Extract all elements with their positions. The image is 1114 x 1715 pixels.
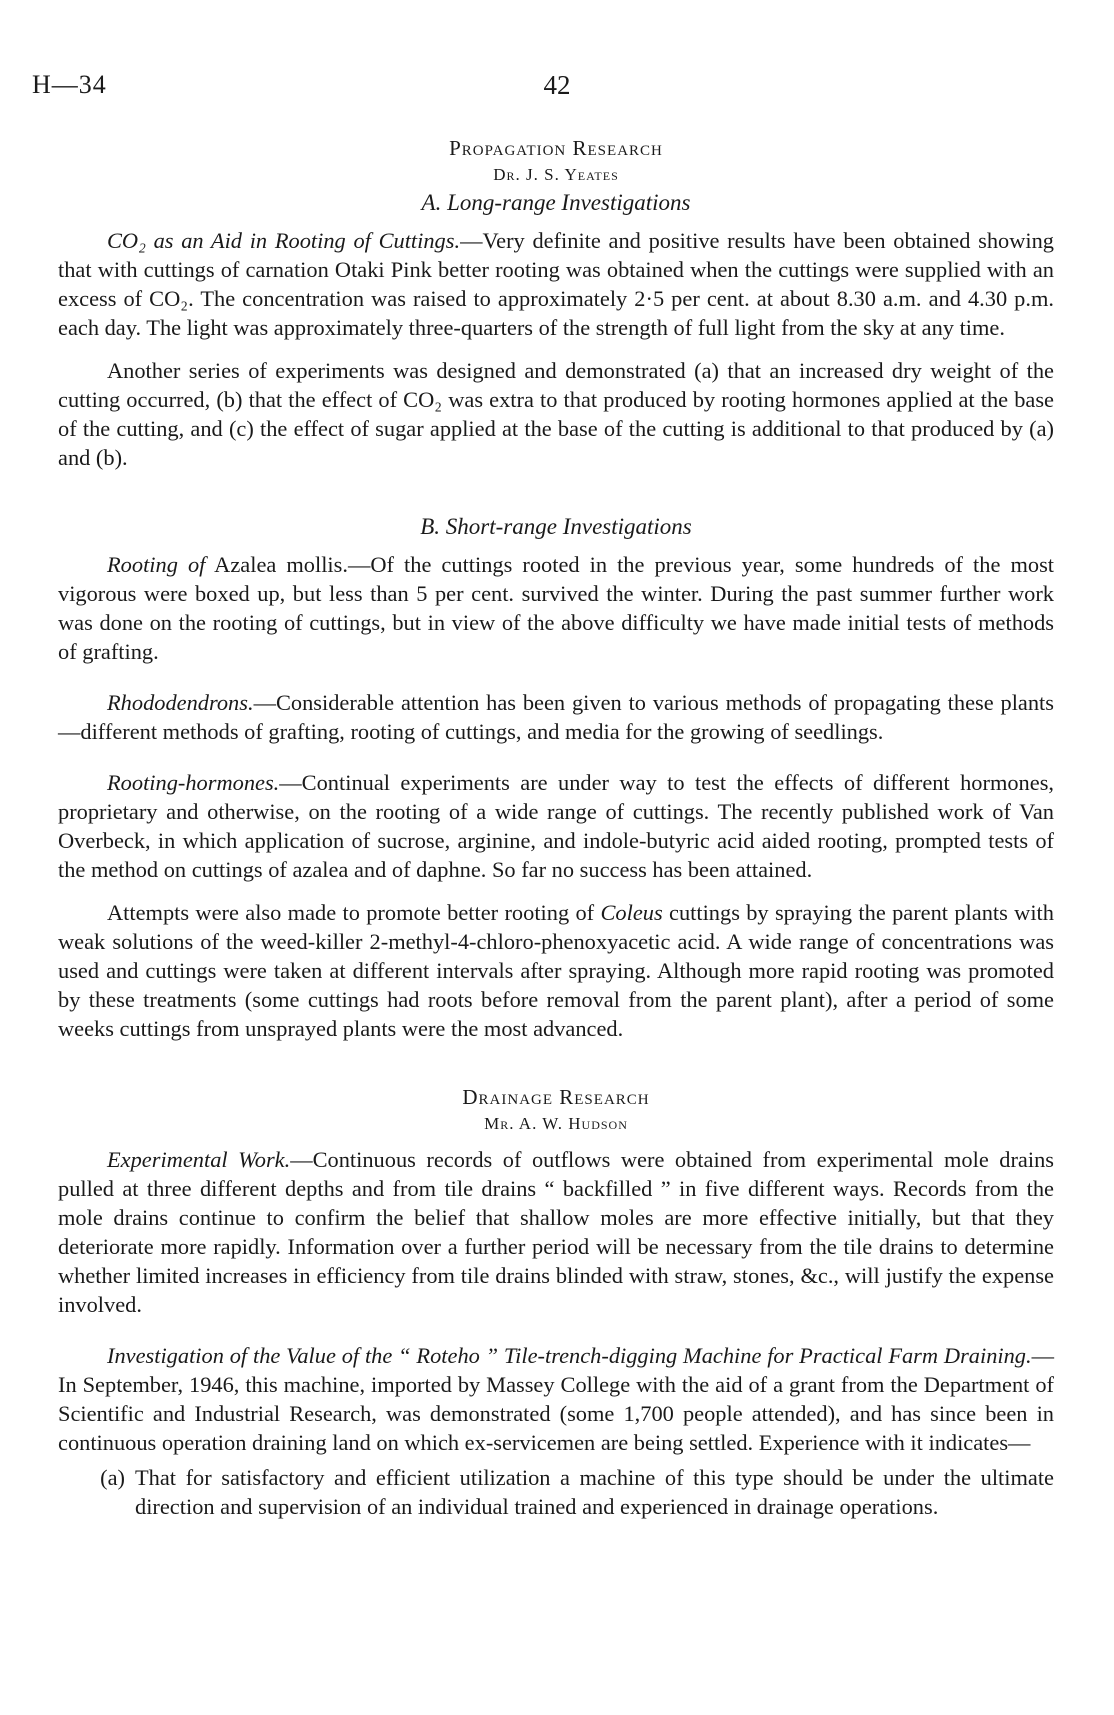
document-code: H—34 xyxy=(32,70,107,99)
paragraph-co2 xyxy=(58,226,1054,342)
page-number: 42 xyxy=(543,70,571,100)
paragraph-text: —Very definite and positive results have been obtained showing that with cuttings of carnation Otaki Pink better rooting was obtained when the cuttings were supplied with an excess of CO₂. The concentration was raised to approximately 2·5 per cent. at about 8.30 a.m. and 4.30 p.m. each day. The light was approximately three-quarters of the strength of full light from the sky at any time. xyxy=(58,228,1054,340)
section-heading-propagation: Propagation Research xyxy=(449,136,663,160)
section-heading-drainage: Drainage Research xyxy=(462,1085,650,1109)
subheading-long-range: A. Long-range Investigations xyxy=(421,190,691,215)
paragraph-azalea xyxy=(58,550,1054,666)
page-body xyxy=(58,134,1054,1521)
paragraph-another-series xyxy=(58,356,1054,472)
list-item xyxy=(58,1463,1054,1521)
paragraph-title-species: Azalea mollis. xyxy=(205,552,348,577)
subheading-short-range: B. Short-range Investigations xyxy=(420,514,692,539)
section-author-propagation: Dr. J. S. Yeates xyxy=(493,165,619,184)
list-item-text: That for satisfactory and efficient utilization a machine of this type should be under the ultimate direction and supervision of an individual trained and experienced in drainage operations. xyxy=(135,1465,1054,1519)
paragraph-text: —Considerable attention has been given to various methods of propagating these plants—different methods of grafting, rooting of cuttings, and media for the growing of seedlings. xyxy=(58,690,1054,744)
paragraph-title: Rhododendrons. xyxy=(107,690,254,715)
paragraph-title: Experimental Work. xyxy=(107,1147,291,1172)
paragraph-text: Attempts were also made to promote better rooting of xyxy=(107,900,601,925)
paragraph-title: Rooting-hormones. xyxy=(107,770,280,795)
paragraph-experimental-work xyxy=(58,1145,1054,1319)
paragraph-text: Another series of experiments was designed and demonstrated (a) that an increased dry weight of the cutting occurred, (b) that the effect of CO₂ was extra to that produced by rooting hormones applied at the base of the cutting, and (c) the effect of sugar applied at the base of the cutting is additional to that produced by (a) and (b). xyxy=(58,358,1054,470)
paragraph-text: —In September, 1946, this machine, imported by Massey College with the aid of a grant from the Department of Scientific and Industrial Research, was demonstrated (some 1,700 people attended), and has since been in continuous operation draining land on which ex-servicemen are being settled. Experience with it indicates— xyxy=(58,1343,1054,1455)
list-item-label: (a) xyxy=(100,1465,125,1490)
paragraph-rhododendrons xyxy=(58,688,1054,746)
paragraph-text: —Continual experiments are under way to test the effects of different hormones, proprietary and otherwise, on the rooting of a wide range of cuttings. The recently published work of Van Overbeck, in which application of sucrose, arginine, and indole-butyric acid aided rooting, prompted tests of the method on cuttings of azalea and of daphne. So far no success has been attained. xyxy=(58,770,1054,882)
paragraph-coleus xyxy=(58,898,1054,1043)
paragraph-title: CO₂ as an Aid in Rooting of Cuttings. xyxy=(107,228,461,253)
paragraph-roteho-machine xyxy=(58,1341,1054,1457)
paragraph-text: cuttings by spraying the parent plants with weak solutions of the weed-killer 2-methyl-4-chloro-phenoxyacetic acid. A wide range of concentrations was used and cuttings were taken at different intervals after spraying. Although more rapid rooting was promoted by these treatments (some cuttings had roots before removal from the parent plant), after a period of some weeks cuttings from unsprayed plants were the most advanced. xyxy=(58,900,1054,1041)
paragraph-text: —Of the cuttings rooted in the previous year, some hundreds of the most vigorous were boxed up, but less than 5 per cent. survived the winter. During the past summer further work was done on the rooting of cuttings, but in view of the above difficulty we have made initial tests of methods of grafting. xyxy=(58,552,1055,664)
paragraph-rooting-hormones xyxy=(58,768,1054,884)
paragraph-text: —Continuous records of outflows were obtained from experimental mole drains pulled at three different depths and from tile drains “ backfilled ” in five different ways. Records from the mole drains continue to confirm the belief that shallow moles are more effective initially, but that they deteriorate more rapidly. Information over a further period will be necessary from the tile drains to determine whether limited increases in efficiency from tile drains blinded with straw, stones, &c., will justify the expense involved. xyxy=(58,1147,1055,1317)
paragraph-italic-term: Coleus xyxy=(600,900,663,925)
paragraph-title: Investigation of the Value of the “ Roteho ” Tile-trench-digging Machine for Practical Farm Draining. xyxy=(107,1343,1032,1368)
section-author-drainage: Mr. A. W. Hudson xyxy=(484,1114,628,1133)
paragraph-title: Rooting of xyxy=(107,552,206,577)
